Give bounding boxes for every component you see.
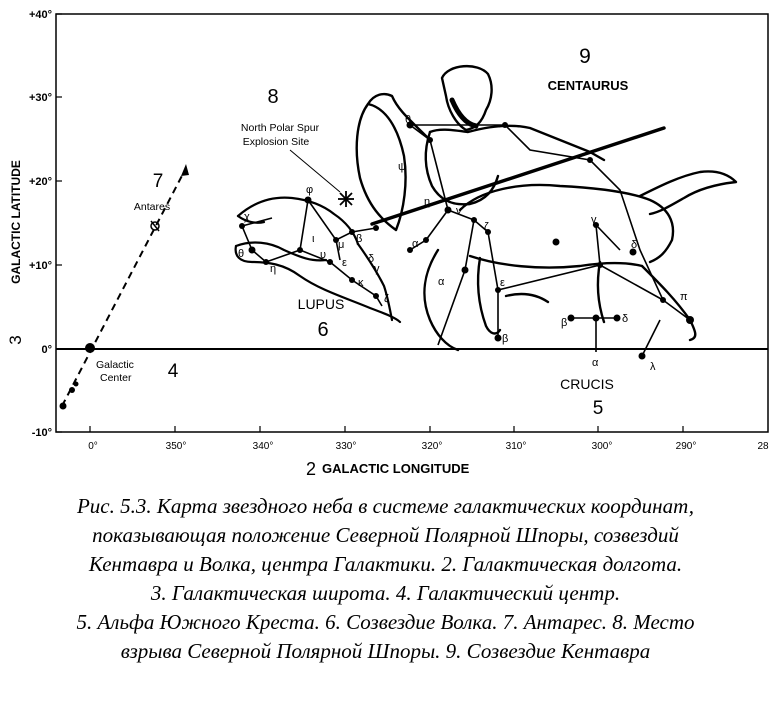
y-tick-label: +30° — [28, 92, 52, 104]
figure-caption — [0, 492, 771, 666]
caption-line: взрыва Северной Полярной Шпоры. 9. Созвездие Кентавра — [120, 639, 651, 663]
star-label: ν — [456, 205, 462, 217]
star-label: η — [270, 263, 277, 275]
y-axis-ticks — [56, 14, 62, 432]
x-tick-label: 350° — [165, 441, 187, 452]
star-label: α — [412, 238, 419, 250]
star-label: η — [424, 196, 431, 208]
y-tick-label: +40° — [28, 9, 52, 21]
caption-line: 3. Галактическая широта. 4. Галактический центр. — [150, 581, 621, 605]
y-axis-title: GALACTIC LATITUDE — [9, 160, 23, 284]
label-centaurus-number: 9 — [579, 45, 591, 68]
label-lupus-number: 6 — [317, 319, 329, 341]
lupus-constellation-lines — [242, 200, 382, 306]
plot-frame — [56, 14, 768, 432]
x-tick-label: 310° — [505, 441, 527, 452]
star-label: ζ — [484, 221, 489, 233]
star-label: φ — [306, 184, 314, 196]
label-spur-number: 8 — [267, 86, 279, 108]
caption-line: 5. Альфа Южного Креста. 6. Созвездие Волка. 7. Антарес. 8. Место — [76, 610, 695, 634]
centaur-figure — [357, 66, 736, 350]
antares-marker — [151, 221, 159, 231]
star-label: α — [438, 276, 445, 288]
x-tick-label: 330° — [335, 441, 357, 452]
y-tick-label: 0° — [41, 344, 52, 356]
x-tick-label: 340° — [252, 441, 274, 452]
star-label: μ — [338, 239, 345, 251]
star-label: υ — [320, 249, 327, 261]
star-label: ε — [342, 257, 347, 269]
x-axis-ticks — [90, 426, 683, 432]
caption-line: Кентавра и Волка, центра Галактики. 2. Галактическая долгота. — [88, 552, 683, 576]
label-spur-line1: North Polar Spur — [240, 122, 320, 134]
label-galactic-center-line2: Center — [100, 372, 132, 384]
star-label: ι — [312, 233, 315, 245]
star-label: κ — [358, 277, 364, 289]
caption-line: показывающая положение Северной Полярной Шпоры, созвездий — [92, 523, 679, 547]
star-label: θ — [238, 248, 245, 260]
star-label: δ — [368, 253, 375, 265]
star-label: γ — [374, 263, 380, 275]
star-label: π — [680, 291, 688, 303]
y-tick-label: +20° — [28, 176, 52, 188]
label-galactic-center-number: 4 — [167, 361, 179, 382]
explosion-site-marker — [338, 191, 354, 207]
label-lupus: LUPUS — [297, 296, 345, 312]
star-label: β — [356, 233, 363, 245]
star-label: ε — [500, 277, 505, 289]
label-spur-line2: Explosion Site — [242, 136, 310, 148]
label-centaurus: CENTAURUS — [547, 78, 629, 93]
star-label: ζ — [384, 293, 389, 305]
star-label: λ — [650, 361, 656, 373]
star-label: β — [561, 317, 568, 329]
star-label: ψ — [398, 161, 406, 173]
star-label: α — [592, 357, 599, 369]
x-tick-label: 300° — [591, 441, 613, 452]
y-tick-label: -10° — [31, 427, 52, 439]
explosion-site-leader-line — [290, 150, 340, 192]
star-label: δ — [622, 313, 629, 325]
x-tick-label: 290° — [675, 441, 697, 452]
x-axis-title: GALACTIC LONGITUDE — [322, 461, 470, 476]
y-tick-label: +10° — [28, 260, 52, 272]
x-tick-label: 320° — [421, 441, 443, 452]
x-tick-label: 0° — [88, 441, 98, 452]
label-crucis: CRUCIS — [560, 376, 614, 392]
star-label: θ — [405, 114, 412, 126]
label-galactic-center-line1: Galactic — [96, 359, 134, 371]
label-antares-number: 7 — [152, 171, 164, 192]
y-axis-number: 3 — [6, 335, 25, 345]
star-label: χ — [244, 211, 250, 223]
x-tick-label: 28 — [757, 441, 769, 452]
star-label: β — [502, 333, 509, 345]
centaurus-constellation-lines — [410, 125, 690, 356]
label-antares: Antares — [133, 201, 171, 213]
label-crucis-number: 5 — [592, 398, 604, 419]
x-axis-number: 2 — [305, 459, 316, 479]
star-label: γ — [591, 214, 597, 226]
star-label: δ — [631, 239, 638, 251]
caption-line: Рис. 5.3. Карта звездного неба в системе галактических координат, — [76, 494, 695, 518]
